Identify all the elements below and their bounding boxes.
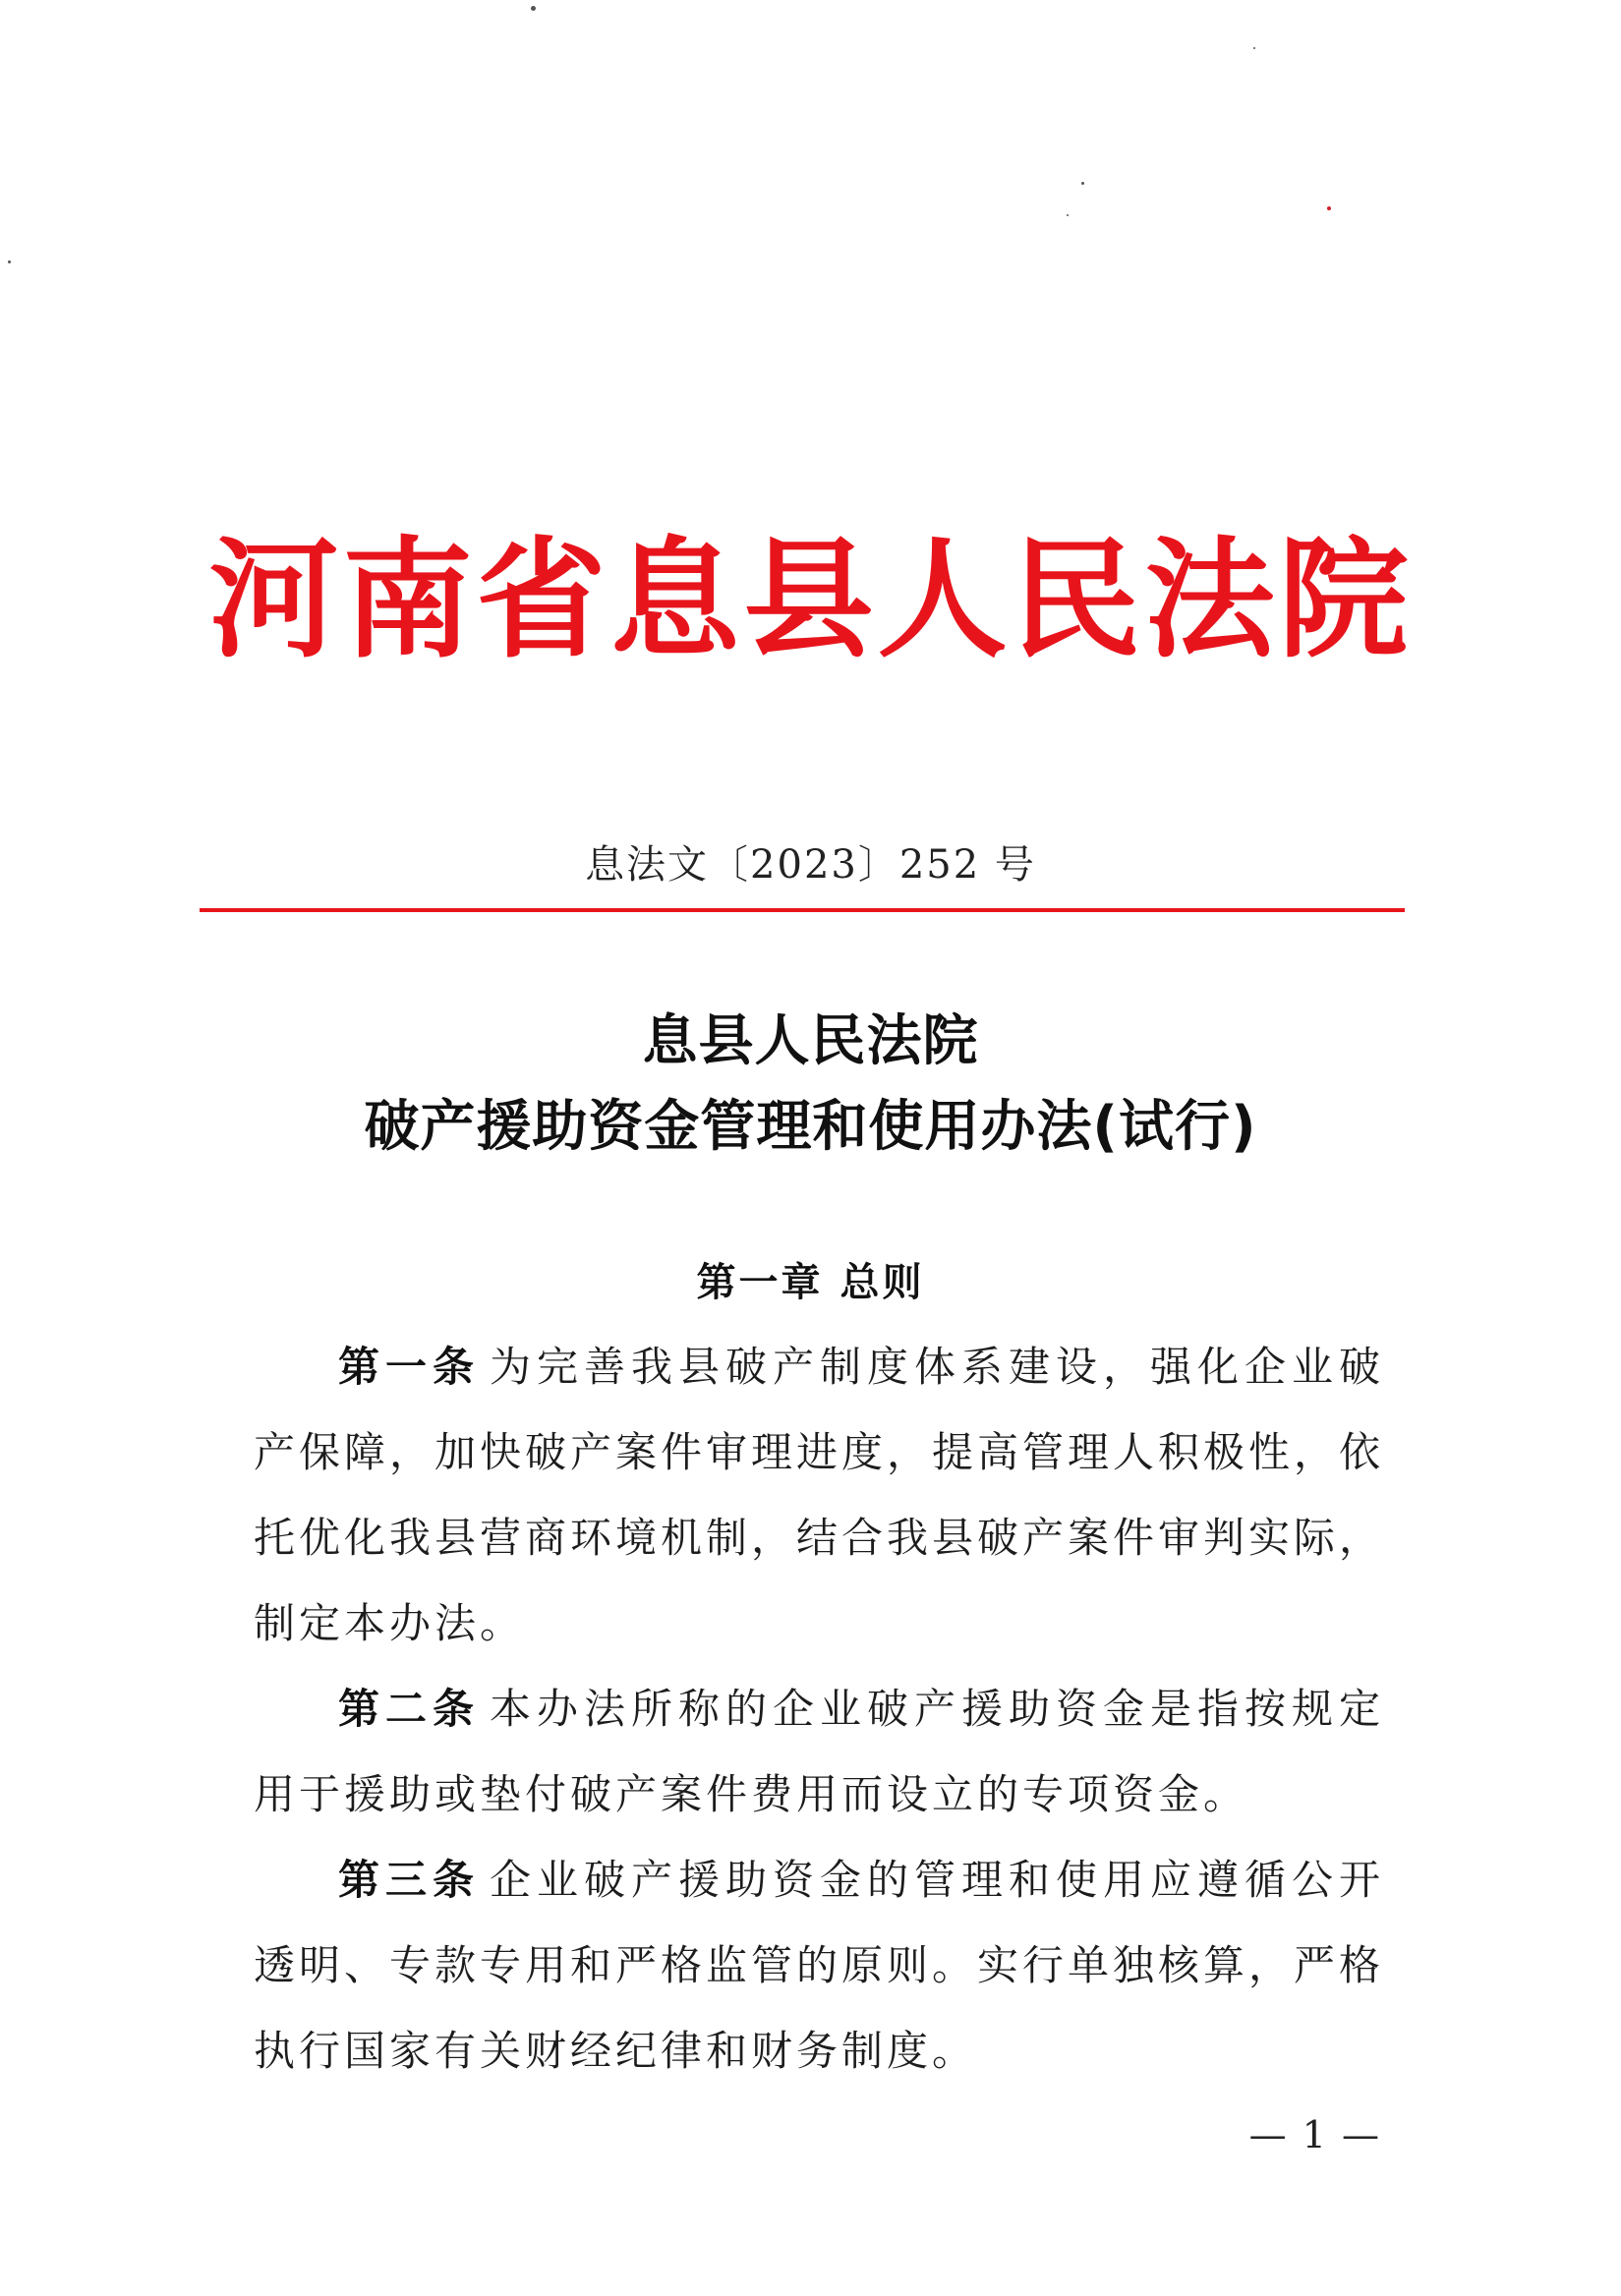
document-number: 息法文〔2023〕252 号 <box>585 842 1036 888</box>
scan-speck <box>1067 214 1069 216</box>
document-title-line-2: 破产援助资金管理和使用办法(试行) <box>364 1095 1257 1159</box>
scan-speck <box>531 6 536 11</box>
article-label: 第一条 <box>338 1343 480 1391</box>
article-text: 企业破产援助资金的管理和使用应遵循公开透明、专款专用和严格监管的原则。实行单独核算，严格执行国家有关财经纪律和财务制度。 <box>254 1856 1385 2075</box>
article-text: 本办法所称的企业破产援助资金是指按规定用于援助或垫付破产案件费用而设立的专项资金。 <box>254 1685 1384 1818</box>
scan-speck <box>1253 47 1255 49</box>
page-number: — 1 — <box>1248 2113 1381 2156</box>
article-text: 为完善我县破产制度体系建设，强化企业破产保障，加快破产案件审理进度，提高管理人积极性，依托优化我县营商环境机制，结合我县破产案件审判实际，制定本办法。 <box>254 1343 1385 1647</box>
article-paragraph <box>254 1666 1384 1837</box>
document-title-line-1: 息县人民法院 <box>642 1009 979 1073</box>
scan-speck <box>1081 182 1084 185</box>
red-divider-line <box>200 908 1405 912</box>
scan-speck <box>1327 206 1331 210</box>
scan-speck <box>8 260 11 263</box>
article-paragraph <box>254 1324 1384 1666</box>
article-paragraph <box>254 1837 1384 2094</box>
court-header: 河南省息县人民法院 <box>208 524 1413 676</box>
article-label: 第二条 <box>338 1685 480 1733</box>
article-label: 第三条 <box>338 1856 480 1904</box>
chapter-heading: 第一章 总则 <box>696 1260 925 1305</box>
